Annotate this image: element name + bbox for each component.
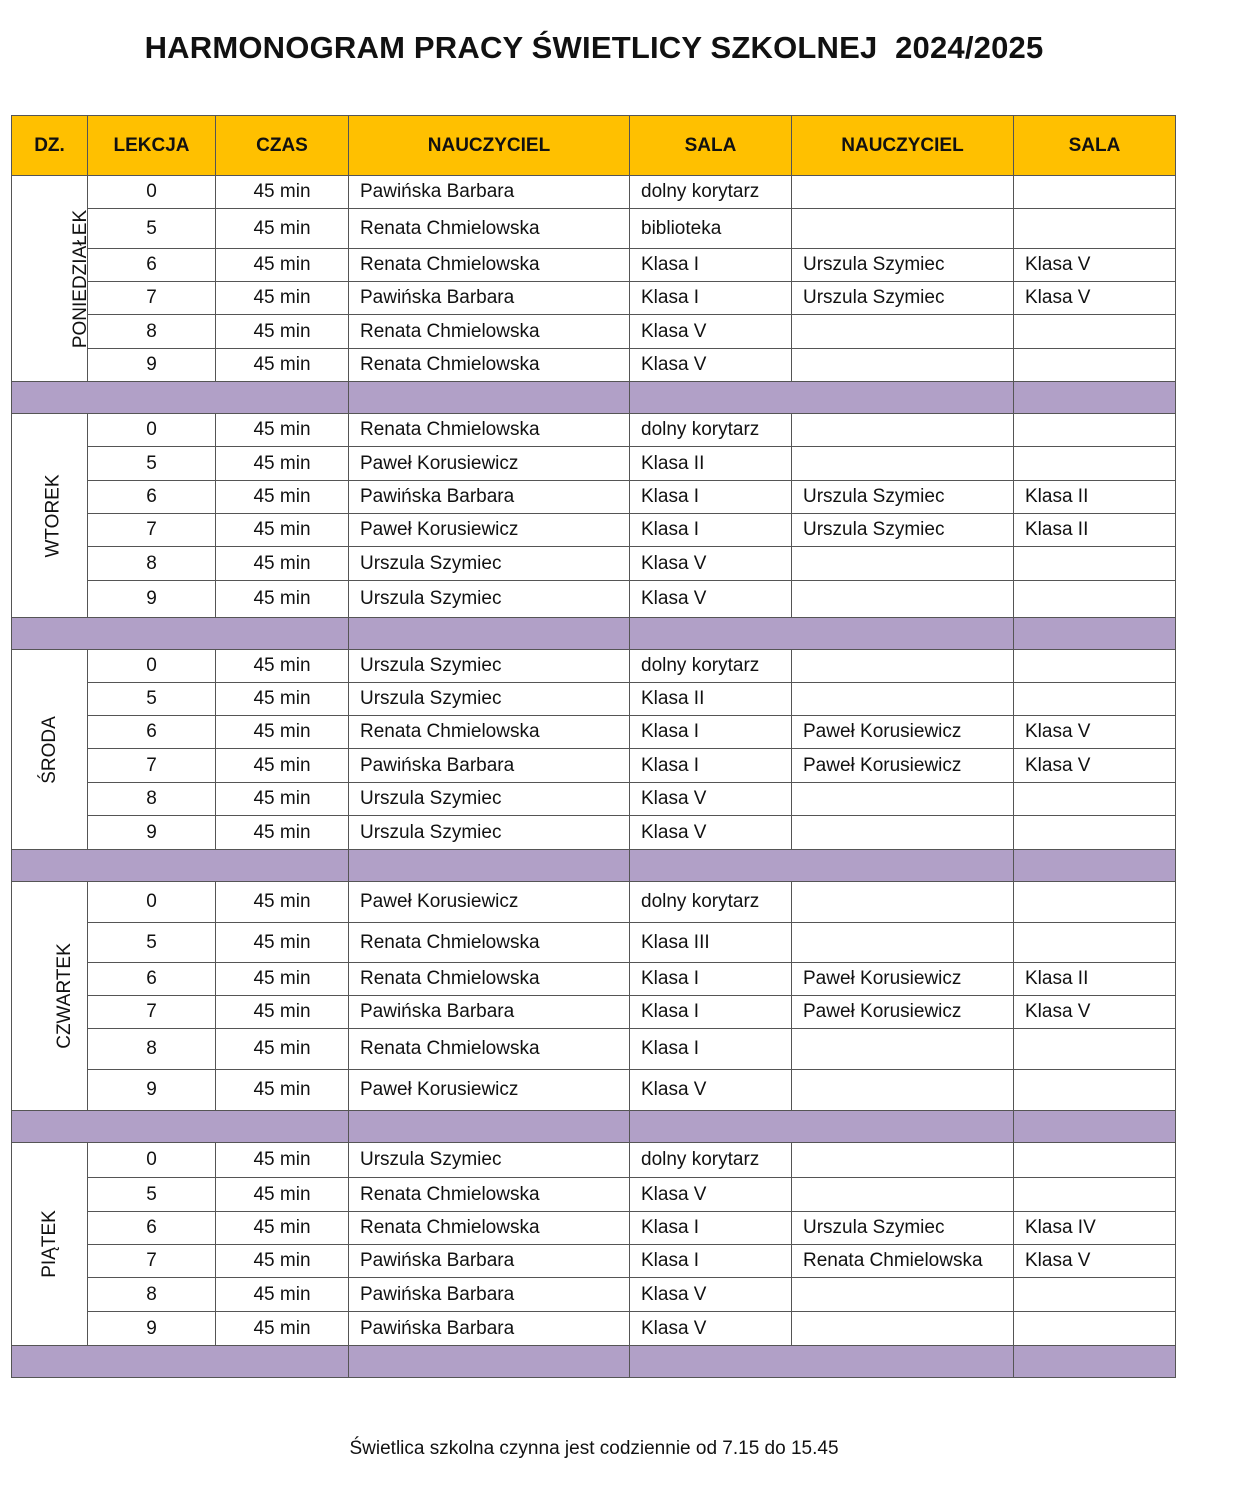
room-2-cell	[1014, 581, 1176, 618]
table-row	[12, 650, 1176, 683]
teacher-cell: Renata Chmielowska	[349, 1212, 630, 1245]
room-cell: Klasa I	[630, 963, 792, 996]
lesson-cell: 9	[88, 581, 216, 618]
room-cell: Klasa I	[630, 481, 792, 514]
room-2-cell	[1014, 315, 1176, 349]
teacher-cell: Paweł Korusiewicz	[349, 447, 630, 481]
lesson-cell: 5	[88, 1178, 216, 1212]
table-row	[12, 481, 1176, 514]
lesson-cell: 7	[88, 282, 216, 315]
header-day: DZ.	[12, 116, 88, 176]
room-cell: Klasa I	[630, 996, 792, 1029]
schedule-body	[12, 176, 1176, 1378]
footer-note: Świetlica szkolna czynna jest codziennie od 7.15 do 15.45	[349, 1438, 839, 1459]
room-2-cell	[1014, 1143, 1176, 1178]
time-cell: 45 min	[216, 315, 349, 349]
teacher-cell: Paweł Korusiewicz	[349, 514, 630, 547]
room-2-cell	[1014, 683, 1176, 716]
table-row	[12, 923, 1176, 963]
lesson-cell: 9	[88, 816, 216, 850]
schedule-table	[11, 115, 1176, 1378]
teacher-2-cell	[792, 1029, 1014, 1070]
teacher-2-cell	[792, 414, 1014, 447]
time-cell: 45 min	[216, 650, 349, 683]
time-cell: 45 min	[216, 514, 349, 547]
teacher-2-cell	[792, 816, 1014, 850]
time-cell: 45 min	[216, 249, 349, 282]
teacher-cell: Renata Chmielowska	[349, 1029, 630, 1070]
time-cell: 45 min	[216, 963, 349, 996]
teacher-cell: Pawińska Barbara	[349, 176, 630, 209]
table-row	[12, 209, 1176, 249]
teacher-cell: Pawińska Barbara	[349, 282, 630, 315]
teacher-2-cell: Urszula Szymiec	[792, 514, 1014, 547]
room-2-cell	[1014, 923, 1176, 963]
header-lesson: LEKCJA	[88, 116, 216, 176]
separator-cell	[12, 382, 349, 414]
table-row	[12, 414, 1176, 447]
room-cell: Klasa V	[630, 547, 792, 581]
time-cell: 45 min	[216, 414, 349, 447]
room-cell: Klasa I	[630, 282, 792, 315]
separator-cell	[1014, 850, 1176, 882]
room-cell: dolny korytarz	[630, 1143, 792, 1178]
teacher-2-cell	[792, 783, 1014, 816]
time-cell: 45 min	[216, 481, 349, 514]
lesson-cell: 7	[88, 1245, 216, 1278]
separator-cell	[630, 618, 1014, 650]
header-row	[12, 116, 1176, 176]
room-2-cell	[1014, 176, 1176, 209]
room-2-cell: Klasa II	[1014, 514, 1176, 547]
room-2-cell: Klasa II	[1014, 963, 1176, 996]
room-cell: biblioteka	[630, 209, 792, 249]
teacher-cell: Pawińska Barbara	[349, 996, 630, 1029]
room-2-cell: Klasa V	[1014, 282, 1176, 315]
lesson-cell: 7	[88, 514, 216, 547]
lesson-cell: 5	[88, 923, 216, 963]
lesson-cell: 8	[88, 315, 216, 349]
table-row	[12, 1312, 1176, 1346]
separator-cell	[12, 1346, 349, 1378]
room-2-cell: Klasa V	[1014, 749, 1176, 783]
room-2-cell	[1014, 650, 1176, 683]
separator-cell	[12, 1111, 349, 1143]
teacher-cell: Paweł Korusiewicz	[349, 882, 630, 923]
teacher-cell: Renata Chmielowska	[349, 249, 630, 282]
day-label: PIĄTEK	[38, 1210, 60, 1278]
lesson-cell: 0	[88, 882, 216, 923]
table-row	[12, 581, 1176, 618]
teacher-2-cell	[792, 683, 1014, 716]
table-row	[12, 1212, 1176, 1245]
room-2-cell	[1014, 547, 1176, 581]
time-cell: 45 min	[216, 716, 349, 749]
room-cell: Klasa I	[630, 249, 792, 282]
teacher-2-cell	[792, 581, 1014, 618]
lesson-cell: 8	[88, 783, 216, 816]
time-cell: 45 min	[216, 683, 349, 716]
day-cell	[12, 414, 88, 618]
room-cell: Klasa V	[630, 783, 792, 816]
teacher-2-cell	[792, 1312, 1014, 1346]
day-label: PONIEDZIAŁEK	[70, 209, 92, 348]
room-2-cell	[1014, 349, 1176, 382]
table-row	[12, 716, 1176, 749]
table-row	[12, 349, 1176, 382]
teacher-2-cell	[792, 547, 1014, 581]
separator-row	[12, 850, 1176, 882]
time-cell: 45 min	[216, 783, 349, 816]
lesson-cell: 0	[88, 176, 216, 209]
table-row	[12, 816, 1176, 850]
teacher-cell: Pawińska Barbara	[349, 749, 630, 783]
teacher-2-cell: Urszula Szymiec	[792, 249, 1014, 282]
table-row	[12, 996, 1176, 1029]
table-row	[12, 249, 1176, 282]
teacher-cell: Paweł Korusiewicz	[349, 1070, 630, 1111]
separator-row	[12, 1346, 1176, 1378]
separator-cell	[1014, 382, 1176, 414]
teacher-2-cell	[792, 447, 1014, 481]
room-2-cell	[1014, 882, 1176, 923]
page-title: HARMONOGRAM PRACY ŚWIETLICY SZKOLNEJ 2024/2025	[144, 30, 1044, 65]
time-cell: 45 min	[216, 447, 349, 481]
teacher-2-cell	[792, 882, 1014, 923]
separator-cell	[1014, 1346, 1176, 1378]
room-cell: Klasa I	[630, 749, 792, 783]
teacher-2-cell	[792, 923, 1014, 963]
lesson-cell: 6	[88, 481, 216, 514]
time-cell: 45 min	[216, 816, 349, 850]
separator-row	[12, 618, 1176, 650]
table-row	[12, 963, 1176, 996]
teacher-cell: Urszula Szymiec	[349, 683, 630, 716]
teacher-2-cell: Paweł Korusiewicz	[792, 996, 1014, 1029]
teacher-2-cell	[792, 1278, 1014, 1312]
lesson-cell: 5	[88, 209, 216, 249]
table-row	[12, 683, 1176, 716]
teacher-cell: Renata Chmielowska	[349, 315, 630, 349]
separator-cell	[349, 1346, 630, 1378]
table-row	[12, 315, 1176, 349]
separator-cell	[630, 1111, 1014, 1143]
teacher-2-cell: Paweł Korusiewicz	[792, 963, 1014, 996]
time-cell: 45 min	[216, 749, 349, 783]
lesson-cell: 0	[88, 650, 216, 683]
day-label: ŚRODA	[38, 715, 60, 784]
lesson-cell: 8	[88, 1278, 216, 1312]
time-cell: 45 min	[216, 176, 349, 209]
lesson-cell: 9	[88, 1312, 216, 1346]
header-room-2: SALA	[1014, 116, 1176, 176]
day-cell	[12, 1143, 88, 1346]
table-row	[12, 1278, 1176, 1312]
teacher-cell: Pawińska Barbara	[349, 1312, 630, 1346]
header-teacher-2: NAUCZYCIEL	[792, 116, 1014, 176]
room-cell: dolny korytarz	[630, 650, 792, 683]
table-row	[12, 547, 1176, 581]
room-2-cell: Klasa V	[1014, 1245, 1176, 1278]
separator-cell	[630, 1346, 1014, 1378]
time-cell: 45 min	[216, 547, 349, 581]
room-cell: Klasa V	[630, 1312, 792, 1346]
table-row	[12, 1245, 1176, 1278]
table-row	[12, 783, 1176, 816]
teacher-cell: Renata Chmielowska	[349, 963, 630, 996]
lesson-cell: 7	[88, 749, 216, 783]
teacher-cell: Renata Chmielowska	[349, 414, 630, 447]
teacher-cell: Renata Chmielowska	[349, 1178, 630, 1212]
room-2-cell	[1014, 1029, 1176, 1070]
room-2-cell: Klasa IV	[1014, 1212, 1176, 1245]
room-2-cell	[1014, 1178, 1176, 1212]
room-cell: Klasa I	[630, 716, 792, 749]
time-cell: 45 min	[216, 1245, 349, 1278]
teacher-cell: Renata Chmielowska	[349, 923, 630, 963]
teacher-cell: Urszula Szymiec	[349, 783, 630, 816]
room-2-cell	[1014, 783, 1176, 816]
room-cell: Klasa V	[630, 1278, 792, 1312]
table-row	[12, 282, 1176, 315]
room-cell: Klasa V	[630, 581, 792, 618]
teacher-cell: Urszula Szymiec	[349, 816, 630, 850]
room-cell: Klasa V	[630, 1178, 792, 1212]
time-cell: 45 min	[216, 923, 349, 963]
room-2-cell	[1014, 1070, 1176, 1111]
time-cell: 45 min	[216, 1029, 349, 1070]
separator-cell	[1014, 618, 1176, 650]
room-2-cell	[1014, 1278, 1176, 1312]
room-cell: dolny korytarz	[630, 882, 792, 923]
room-cell: Klasa II	[630, 683, 792, 716]
teacher-cell: Urszula Szymiec	[349, 581, 630, 618]
room-2-cell: Klasa V	[1014, 249, 1176, 282]
lesson-cell: 6	[88, 963, 216, 996]
lesson-cell: 8	[88, 1029, 216, 1070]
time-cell: 45 min	[216, 1143, 349, 1178]
separator-cell	[349, 382, 630, 414]
day-label: CZWARTEK	[53, 943, 75, 1049]
room-2-cell	[1014, 414, 1176, 447]
teacher-2-cell	[792, 176, 1014, 209]
separator-cell	[349, 850, 630, 882]
room-2-cell	[1014, 447, 1176, 481]
separator-cell	[349, 618, 630, 650]
day-cell	[12, 176, 92, 382]
teacher-cell: Urszula Szymiec	[349, 1143, 630, 1178]
room-2-cell: Klasa V	[1014, 716, 1176, 749]
separator-row	[12, 382, 1176, 414]
header-teacher: NAUCZYCIEL	[349, 116, 630, 176]
separator-cell	[12, 850, 349, 882]
time-cell: 45 min	[216, 1212, 349, 1245]
teacher-2-cell: Renata Chmielowska	[792, 1245, 1014, 1278]
room-2-cell: Klasa V	[1014, 996, 1176, 1029]
teacher-2-cell: Paweł Korusiewicz	[792, 749, 1014, 783]
separator-cell	[1014, 1111, 1176, 1143]
lesson-cell: 0	[88, 414, 216, 447]
room-cell: Klasa I	[630, 514, 792, 547]
teacher-cell: Renata Chmielowska	[349, 349, 630, 382]
teacher-2-cell	[792, 650, 1014, 683]
teacher-2-cell: Urszula Szymiec	[792, 481, 1014, 514]
lesson-cell: 9	[88, 349, 216, 382]
time-cell: 45 min	[216, 996, 349, 1029]
table-row	[12, 514, 1176, 547]
time-cell: 45 min	[216, 349, 349, 382]
teacher-cell: Urszula Szymiec	[349, 547, 630, 581]
table-row	[12, 1070, 1176, 1111]
room-cell: Klasa V	[630, 349, 792, 382]
teacher-2-cell	[792, 209, 1014, 249]
day-label: WTOREK	[42, 473, 64, 558]
room-2-cell: Klasa II	[1014, 481, 1176, 514]
lesson-cell: 9	[88, 1070, 216, 1111]
lesson-cell: 7	[88, 996, 216, 1029]
table-row	[12, 1029, 1176, 1070]
table-row	[12, 1143, 1176, 1178]
room-cell: Klasa II	[630, 447, 792, 481]
time-cell: 45 min	[216, 1312, 349, 1346]
room-2-cell	[1014, 1312, 1176, 1346]
room-2-cell	[1014, 816, 1176, 850]
time-cell: 45 min	[216, 581, 349, 618]
teacher-2-cell	[792, 1143, 1014, 1178]
room-cell: Klasa V	[630, 1070, 792, 1111]
teacher-cell: Pawińska Barbara	[349, 1245, 630, 1278]
teacher-2-cell: Paweł Korusiewicz	[792, 716, 1014, 749]
room-cell: Klasa I	[630, 1245, 792, 1278]
time-cell: 45 min	[216, 282, 349, 315]
table-row	[12, 749, 1176, 783]
teacher-cell: Pawińska Barbara	[349, 481, 630, 514]
teacher-2-cell: Urszula Szymiec	[792, 282, 1014, 315]
lesson-cell: 6	[88, 1212, 216, 1245]
room-cell: Klasa I	[630, 1029, 792, 1070]
teacher-2-cell	[792, 1070, 1014, 1111]
teacher-cell: Renata Chmielowska	[349, 716, 630, 749]
room-cell: Klasa V	[630, 315, 792, 349]
table-row	[12, 176, 1176, 209]
header-room: SALA	[630, 116, 792, 176]
separator-row	[12, 1111, 1176, 1143]
lesson-cell: 6	[88, 716, 216, 749]
time-cell: 45 min	[216, 882, 349, 923]
room-cell: dolny korytarz	[630, 414, 792, 447]
teacher-cell: Urszula Szymiec	[349, 650, 630, 683]
day-cell	[12, 882, 88, 1111]
time-cell: 45 min	[216, 209, 349, 249]
teacher-cell: Renata Chmielowska	[349, 209, 630, 249]
teacher-cell: Pawińska Barbara	[349, 1278, 630, 1312]
table-row	[12, 882, 1176, 923]
separator-cell	[349, 1111, 630, 1143]
teacher-2-cell	[792, 315, 1014, 349]
header-time: CZAS	[216, 116, 349, 176]
room-cell: Klasa III	[630, 923, 792, 963]
day-cell	[12, 650, 88, 850]
teacher-2-cell	[792, 349, 1014, 382]
lesson-cell: 0	[88, 1143, 216, 1178]
room-cell: Klasa I	[630, 1212, 792, 1245]
separator-cell	[12, 618, 349, 650]
room-cell: Klasa V	[630, 816, 792, 850]
teacher-2-cell	[792, 1178, 1014, 1212]
table-row	[12, 1178, 1176, 1212]
time-cell: 45 min	[216, 1278, 349, 1312]
time-cell: 45 min	[216, 1178, 349, 1212]
separator-cell	[630, 850, 1014, 882]
teacher-2-cell: Urszula Szymiec	[792, 1212, 1014, 1245]
separator-cell	[630, 382, 1014, 414]
room-2-cell	[1014, 209, 1176, 249]
lesson-cell: 5	[88, 683, 216, 716]
lesson-cell: 6	[88, 249, 216, 282]
lesson-cell: 5	[88, 447, 216, 481]
time-cell: 45 min	[216, 1070, 349, 1111]
room-cell: dolny korytarz	[630, 176, 792, 209]
lesson-cell: 8	[88, 547, 216, 581]
table-row	[12, 447, 1176, 481]
